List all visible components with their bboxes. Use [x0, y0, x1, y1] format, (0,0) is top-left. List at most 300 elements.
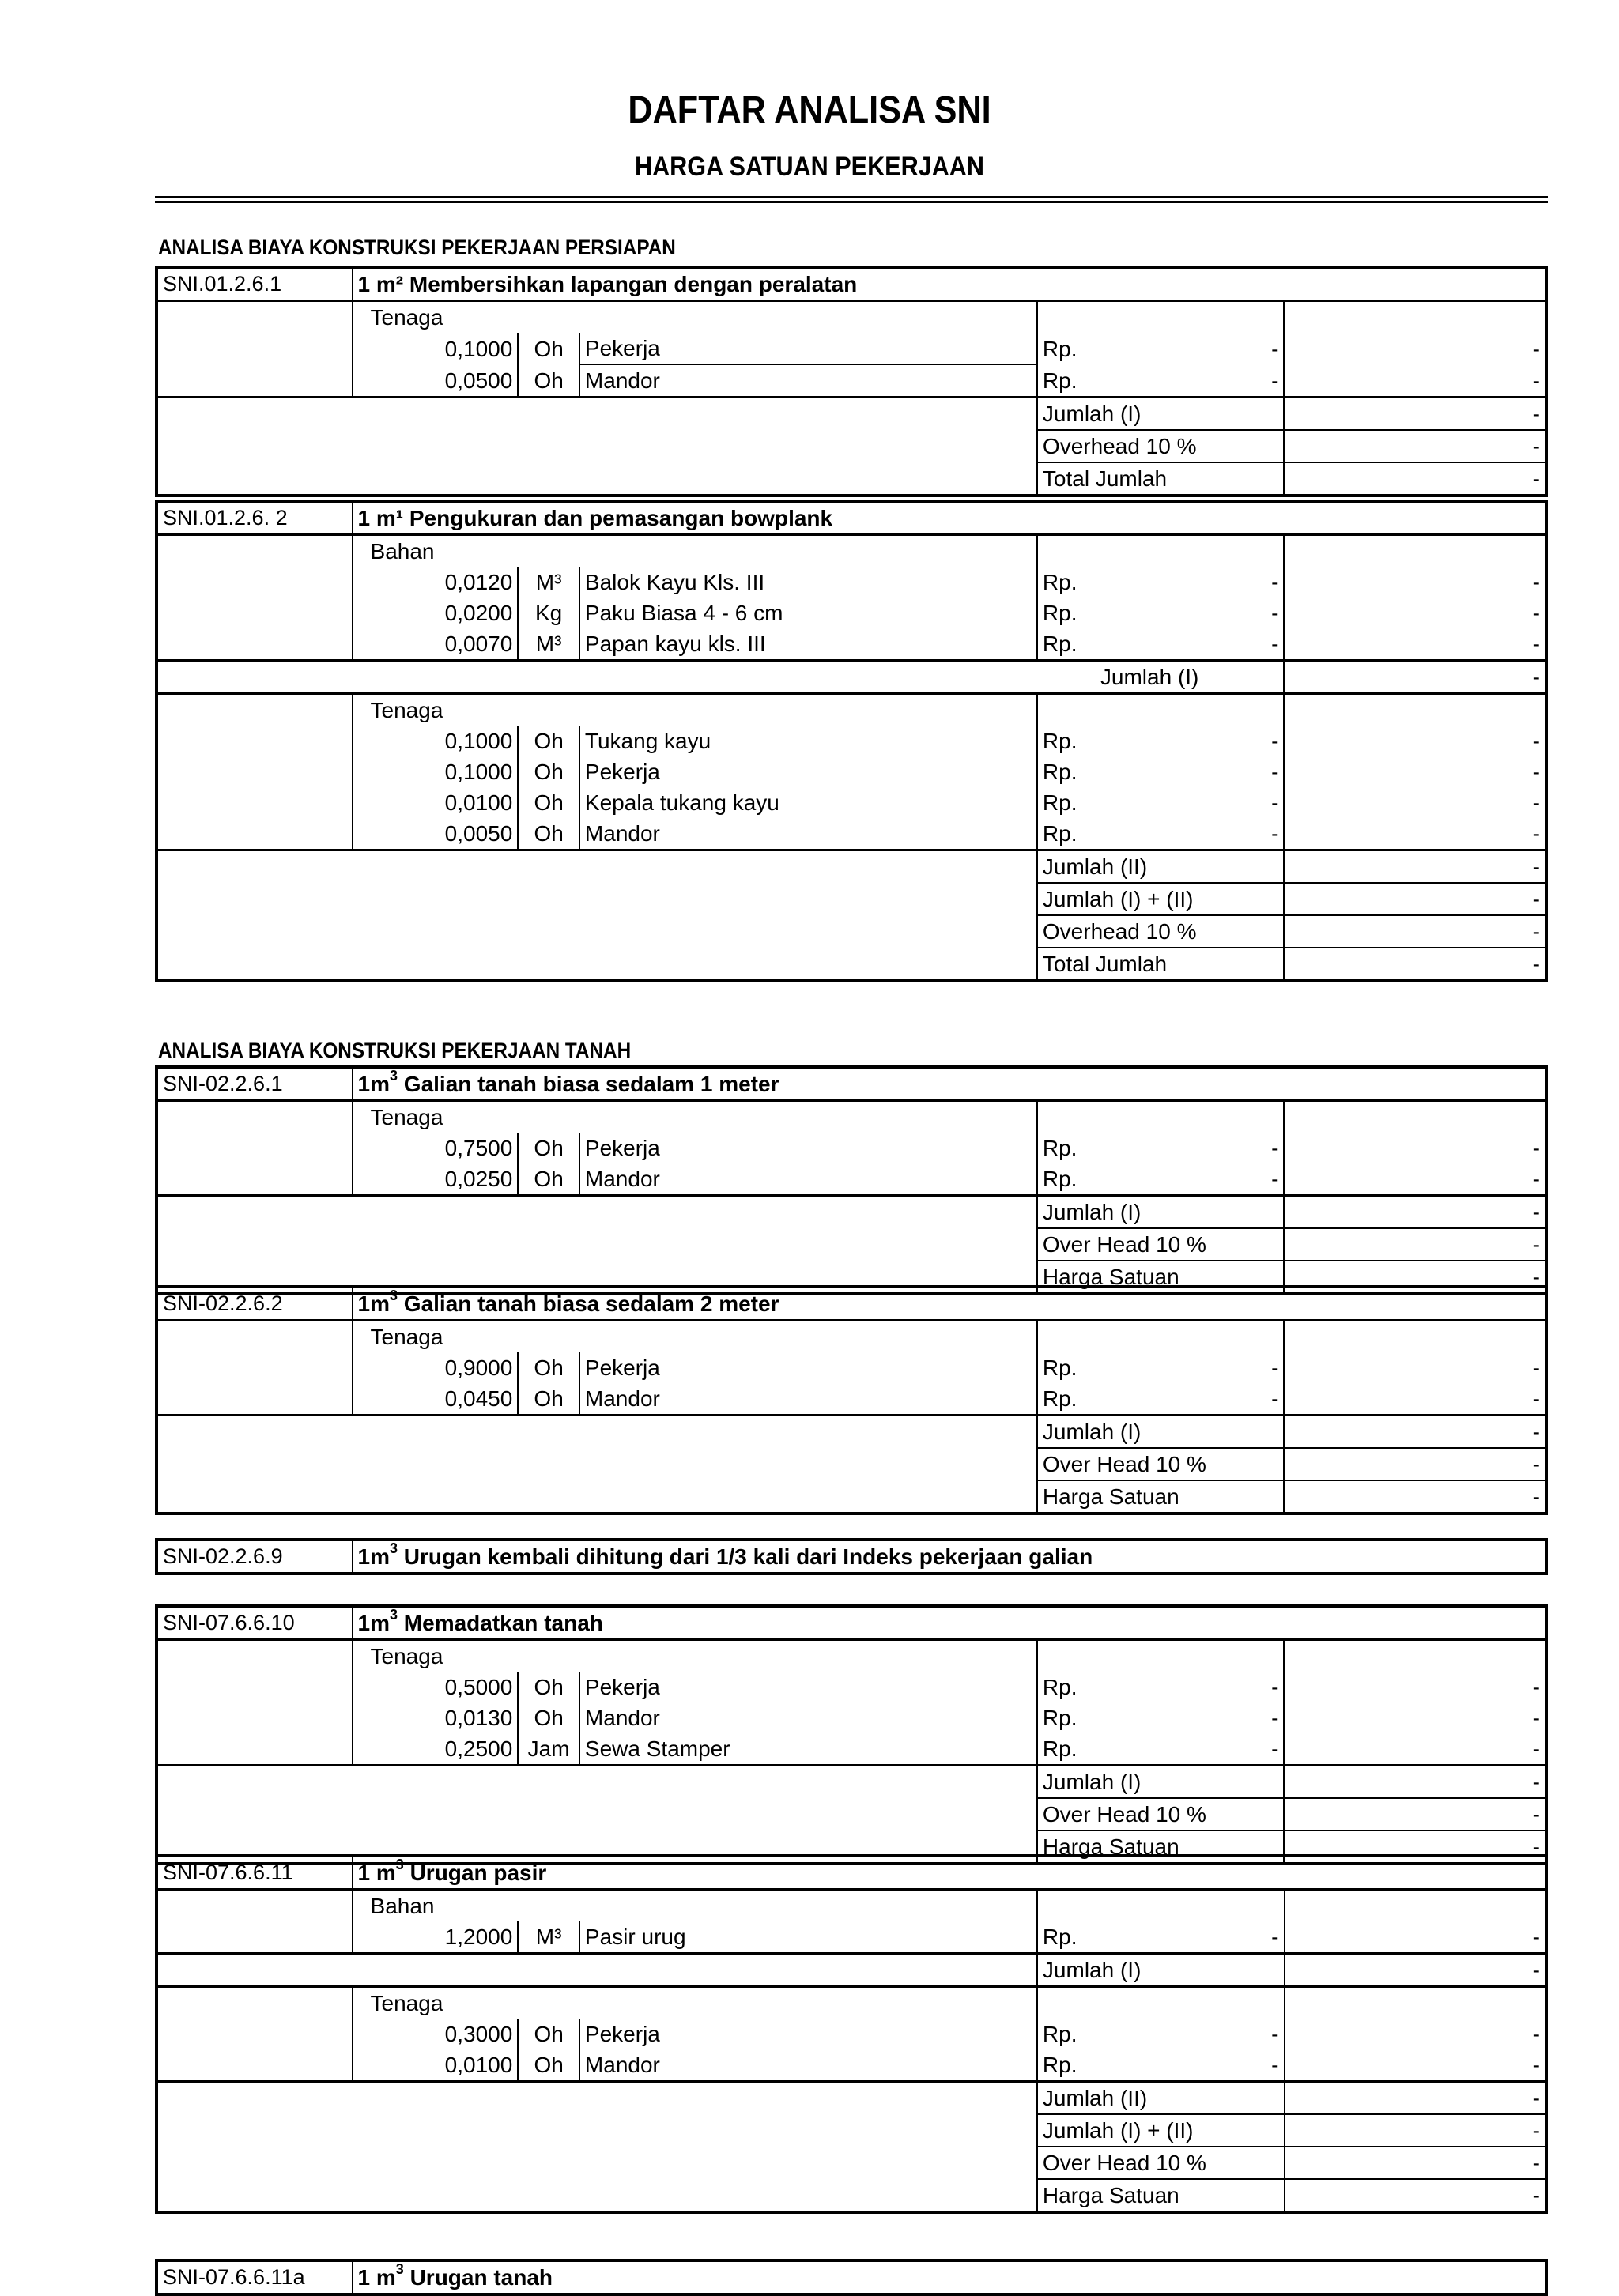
unit: M³	[518, 567, 579, 598]
currency-label: Rp.	[1042, 601, 1077, 625]
spacer-cell	[1037, 1640, 1285, 1672]
price-cell	[1037, 598, 1285, 628]
spacer-cell	[157, 1733, 353, 1766]
analysis-block	[155, 1538, 1548, 1575]
currency-label: Rp.	[1042, 760, 1077, 784]
category-label: Tenaga	[353, 301, 579, 334]
spacer-cell	[157, 301, 353, 334]
unit: Oh	[518, 1163, 579, 1196]
item-name-prefix: 1m	[357, 1611, 390, 1635]
unit-price: -	[1271, 336, 1279, 361]
analysis-block	[155, 266, 1548, 497]
coefficient: 0,0250	[353, 1163, 519, 1196]
line-total: -	[1284, 1163, 1546, 1196]
item-name-text: 1 m² Membersihkan lapangan dengan peralatan	[357, 272, 858, 296]
line-total: -	[1284, 1672, 1546, 1702]
total-label: Total Jumlah	[1037, 462, 1285, 496]
analysis-block	[155, 1285, 1548, 1515]
unit-price: -	[1271, 601, 1279, 625]
spacer-cell	[157, 1133, 353, 1163]
spacer-cell	[579, 535, 1037, 567]
spacer-cell	[1284, 694, 1546, 726]
unit-price: -	[1271, 1386, 1279, 1411]
spacer-cell	[1284, 535, 1546, 567]
item-name-prefix: 1m	[357, 1072, 390, 1096]
total-label: Over Head 10 %	[1037, 1228, 1285, 1261]
category-label: Tenaga	[353, 1321, 579, 1353]
coefficient: 0,0450	[353, 1383, 519, 1416]
item-name-text: Galian tanah biasa sedalam 2 meter	[398, 1291, 779, 1316]
analysis-block	[155, 1604, 1548, 1865]
unit-price: -	[1271, 1675, 1279, 1699]
total-label: Harga Satuan	[1037, 2179, 1285, 2212]
spacer-cell	[157, 1954, 1037, 1987]
price-cell	[1037, 1352, 1285, 1383]
line-total: -	[1284, 1383, 1546, 1416]
item-code: SNI-02.2.6.9	[163, 1544, 283, 1568]
price-cell	[1037, 2019, 1285, 2049]
spacer-cell	[1284, 1321, 1546, 1353]
category-label: Tenaga	[353, 1640, 579, 1672]
item-code: SNI-07.6.6.10	[163, 1611, 295, 1634]
unit-price: -	[1271, 1355, 1279, 1380]
unit: M³	[518, 628, 579, 661]
coefficient: 0,0130	[353, 1702, 519, 1733]
price-cell	[1037, 2049, 1285, 2082]
total-value: -	[1284, 1766, 1546, 1799]
price-cell	[1037, 1921, 1285, 1954]
total-value: -	[1284, 948, 1546, 981]
total-label: Jumlah (I)	[1037, 661, 1285, 694]
spacer-cell	[157, 2019, 353, 2049]
spacer-cell	[157, 756, 353, 787]
title-rule-bottom	[155, 201, 1548, 203]
total-label: Jumlah (II)	[1037, 850, 1285, 884]
line-total: -	[1284, 567, 1546, 598]
item-name	[353, 1856, 1546, 1890]
coefficient: 0,0050	[353, 818, 519, 850]
spacer-cell	[157, 661, 1037, 694]
unit: Oh	[518, 756, 579, 787]
total-label: Jumlah (I) + (II)	[1037, 883, 1285, 915]
spacer-cell	[579, 694, 1037, 726]
currency-label: Rp.	[1042, 1355, 1077, 1380]
spacer-cell	[157, 1672, 353, 1702]
item-description: Pasir urug	[579, 1921, 1037, 1954]
spacer-cell	[1284, 1640, 1546, 1672]
analysis-block	[155, 1065, 1548, 1295]
item-name-text: Urugan tanah	[403, 2265, 553, 2290]
spacer-cell	[157, 694, 353, 726]
item-code: SNI.01.2.6.1	[163, 272, 282, 296]
line-total: -	[1285, 2019, 1547, 2049]
spacer-cell	[1037, 694, 1285, 726]
unit: Oh	[518, 1133, 579, 1163]
item-description: Pekerja	[579, 1352, 1037, 1383]
spacer-cell	[157, 1163, 353, 1196]
spacer-cell	[157, 1890, 353, 1922]
spacer-cell	[157, 598, 353, 628]
total-label: Harga Satuan	[1037, 1830, 1285, 1864]
line-total: -	[1285, 2049, 1547, 2082]
spacer-cell	[157, 948, 1037, 981]
unit: Oh	[518, 1383, 579, 1416]
item-name-superscript: 3	[395, 1857, 404, 1872]
item-name	[353, 1606, 1546, 1640]
line-total: -	[1284, 787, 1546, 818]
currency-label: Rp.	[1042, 1706, 1077, 1730]
coefficient: 0,9000	[353, 1352, 519, 1383]
item-code: SNI-07.6.6.11a	[163, 2265, 305, 2289]
currency-label: Rp.	[1042, 790, 1077, 815]
unit-price: -	[1271, 368, 1279, 393]
item-name	[353, 501, 1546, 535]
item-name-text: Galian tanah biasa sedalam 1 meter	[398, 1072, 779, 1096]
item-code: SNI-07.6.6.11	[163, 1861, 293, 1884]
item-name	[353, 1287, 1546, 1321]
item-description: Pekerja	[579, 1133, 1037, 1163]
item-description: Papan kayu kls. III	[579, 628, 1037, 661]
total-value: -	[1284, 1196, 1546, 1229]
spacer-cell	[157, 1702, 353, 1733]
item-description: Mandor	[579, 1702, 1037, 1733]
price-cell	[1037, 1672, 1285, 1702]
analysis-block	[155, 500, 1548, 982]
total-label: Jumlah (I)	[1037, 1416, 1285, 1449]
item-name-superscript: 3	[390, 1287, 398, 1303]
spacer-cell	[157, 787, 353, 818]
spacer-cell	[579, 301, 1037, 334]
line-total: -	[1284, 1133, 1546, 1163]
coefficient: 0,0100	[353, 787, 519, 818]
currency-label: Rp.	[1042, 2053, 1077, 2077]
item-name-text: 1 m¹ Pengukuran dan pemasangan bowplank	[357, 506, 833, 530]
spacer-cell	[1285, 1987, 1547, 2019]
unit-price: -	[1271, 760, 1279, 784]
spacer-cell	[157, 333, 353, 364]
item-description: Kepala tukang kayu	[579, 787, 1037, 818]
price-cell	[1037, 1163, 1285, 1196]
coefficient: 1,2000	[353, 1921, 519, 1954]
total-value: -	[1285, 1954, 1547, 1987]
spacer-cell	[157, 2179, 1037, 2212]
line-total: -	[1284, 756, 1546, 787]
total-label: Total Jumlah	[1037, 948, 1285, 981]
unit: Oh	[518, 726, 579, 756]
total-label: Harga Satuan	[1037, 1480, 1285, 1514]
coefficient: 0,1000	[353, 756, 519, 787]
item-name-prefix: 1m	[357, 1291, 390, 1316]
unit-price: -	[1271, 570, 1279, 594]
total-label: Jumlah (I)	[1037, 1196, 1285, 1229]
coefficient: 0,7500	[353, 1133, 519, 1163]
unit-price: -	[1271, 2053, 1279, 2077]
total-value: -	[1285, 2147, 1547, 2179]
spacer-cell	[157, 430, 1037, 462]
unit: Kg	[518, 598, 579, 628]
line-total: -	[1284, 726, 1546, 756]
coefficient: 0,5000	[353, 1672, 519, 1702]
currency-label: Rp.	[1042, 368, 1077, 393]
item-name-superscript: 3	[395, 2261, 404, 2277]
currency-label: Rp.	[1042, 1675, 1077, 1699]
unit: Jam	[518, 1733, 579, 1766]
analysis-block	[155, 1854, 1548, 2214]
item-description: Pekerja	[579, 756, 1037, 787]
spacer-cell	[1037, 1890, 1285, 1922]
spacer-cell	[157, 726, 353, 756]
spacer-cell	[1037, 1321, 1285, 1353]
total-label: Over Head 10 %	[1037, 1448, 1285, 1480]
coefficient: 0,0500	[353, 364, 519, 398]
item-name	[353, 267, 1546, 301]
currency-label: Rp.	[1042, 570, 1077, 594]
total-label: Over Head 10 %	[1037, 1798, 1285, 1830]
item-name-text: Urugan kembali dihitung dari 1/3 kali dari Indeks pekerjaan galian	[398, 1544, 1093, 1569]
spacer-cell	[157, 398, 1037, 431]
total-label: Harga Satuan	[1037, 1261, 1285, 1294]
spacer-cell	[157, 818, 353, 850]
price-cell	[1037, 1702, 1285, 1733]
spacer-cell	[1285, 1890, 1547, 1922]
item-description: Mandor	[579, 1163, 1037, 1196]
spacer-cell	[579, 1321, 1037, 1353]
unit-price: -	[1271, 821, 1279, 846]
coefficient: 0,2500	[353, 1733, 519, 1766]
total-label: Overhead 10 %	[1037, 430, 1285, 462]
unit-price: -	[1271, 1136, 1279, 1160]
coefficient: 0,3000	[353, 2019, 519, 2049]
price-cell	[1037, 567, 1285, 598]
spacer-cell	[157, 915, 1037, 948]
spacer-cell	[157, 2049, 353, 2082]
currency-label: Rp.	[1042, 336, 1077, 361]
item-name	[353, 1540, 1546, 1574]
line-total: -	[1284, 1733, 1546, 1766]
total-value: -	[1284, 462, 1546, 496]
spacer-cell	[157, 1383, 353, 1416]
unit-price: -	[1271, 729, 1279, 753]
total-value: -	[1284, 1416, 1546, 1449]
category-label: Tenaga	[353, 694, 579, 726]
unit: Oh	[518, 2049, 579, 2082]
price-cell	[1037, 1733, 1285, 1766]
currency-label: Rp.	[1042, 821, 1077, 846]
spacer-cell	[1284, 301, 1546, 334]
currency-label: Rp.	[1042, 1736, 1077, 1761]
spacer-cell	[157, 1101, 353, 1133]
coefficient: 0,0070	[353, 628, 519, 661]
unit: M³	[518, 1921, 579, 1954]
line-total: -	[1284, 598, 1546, 628]
unit-price: -	[1271, 2022, 1279, 2046]
item-description: Tukang kayu	[579, 726, 1037, 756]
coefficient: 0,0100	[353, 2049, 519, 2082]
item-name	[353, 2260, 1546, 2294]
item-name-text: Memadatkan tanah	[398, 1611, 603, 1635]
spacer-cell	[157, 1640, 353, 1672]
total-value: -	[1284, 1480, 1546, 1514]
spacer-cell	[157, 1921, 353, 1954]
price-cell	[1037, 726, 1285, 756]
total-value: -	[1284, 915, 1546, 948]
currency-label: Rp.	[1042, 1386, 1077, 1411]
total-label: Jumlah (I)	[1037, 1954, 1285, 1987]
unit-price: -	[1271, 1167, 1279, 1191]
unit: Oh	[518, 1352, 579, 1383]
spacer-cell	[157, 1448, 1037, 1480]
spacer-cell	[157, 1766, 1037, 1799]
spacer-cell	[157, 628, 353, 661]
coefficient: 0,1000	[353, 726, 519, 756]
currency-label: Rp.	[1042, 729, 1077, 753]
spacer-cell	[157, 1480, 1037, 1514]
spacer-cell	[157, 2147, 1037, 2179]
currency-label: Rp.	[1042, 1136, 1077, 1160]
total-value: -	[1284, 1830, 1546, 1864]
item-name-superscript: 3	[390, 1540, 398, 1556]
total-label: Jumlah (I)	[1037, 398, 1285, 431]
price-cell	[1037, 333, 1285, 364]
section-heading-tanah: ANALISA BIAYA KONSTRUKSI PEKERJAAN TANAH	[158, 1039, 632, 1062]
total-value: -	[1284, 1798, 1546, 1830]
spacer-cell	[1037, 535, 1285, 567]
unit-price: -	[1271, 1736, 1279, 1761]
total-value: -	[1284, 850, 1546, 884]
total-value: -	[1284, 883, 1546, 915]
item-name-superscript: 3	[390, 1607, 398, 1623]
spacer-cell	[579, 1987, 1037, 2019]
spacer-cell	[157, 535, 353, 567]
spacer-cell	[157, 1228, 1037, 1261]
item-description: Pekerja	[579, 2019, 1037, 2049]
item-description: Mandor	[579, 364, 1037, 398]
total-value: -	[1284, 398, 1546, 431]
line-total: -	[1284, 1702, 1546, 1733]
spacer-cell	[1284, 1101, 1546, 1133]
spacer-cell	[157, 567, 353, 598]
spacer-cell	[157, 883, 1037, 915]
currency-label: Rp.	[1042, 2022, 1077, 2046]
currency-label: Rp.	[1042, 1167, 1077, 1191]
total-value: -	[1284, 1228, 1546, 1261]
line-total: -	[1284, 364, 1546, 398]
section-heading-persiapan: ANALISA BIAYA KONSTRUKSI PEKERJAAN PERSIAPAN	[158, 236, 676, 259]
unit: Oh	[518, 1672, 579, 1702]
price-cell	[1037, 756, 1285, 787]
category-label: Tenaga	[353, 1987, 579, 2019]
spacer-cell	[157, 462, 1037, 496]
coefficient: 0,0200	[353, 598, 519, 628]
line-total: -	[1284, 1352, 1546, 1383]
price-cell	[1037, 787, 1285, 818]
total-value: -	[1285, 2114, 1547, 2147]
line-total: -	[1284, 818, 1546, 850]
spacer-cell	[579, 1640, 1037, 1672]
total-label: Overhead 10 %	[1037, 915, 1285, 948]
unit-price: -	[1271, 1925, 1279, 1949]
item-description: Pekerja	[579, 1672, 1037, 1702]
item-description: Balok Kayu Kls. III	[579, 567, 1037, 598]
spacer-cell	[579, 1890, 1037, 1922]
spacer-cell	[157, 1987, 353, 2019]
price-cell	[1037, 628, 1285, 661]
total-label: Over Head 10 %	[1037, 2147, 1285, 2179]
total-value: -	[1284, 1448, 1546, 1480]
line-total: -	[1284, 333, 1546, 364]
spacer-cell	[157, 850, 1037, 884]
item-code: SNI-02.2.6.2	[163, 1291, 283, 1315]
spacer-cell	[157, 364, 353, 398]
category-label: Bahan	[353, 1890, 579, 1922]
price-cell	[1037, 818, 1285, 850]
unit: Oh	[518, 333, 579, 364]
document-title: DAFTAR ANALISA SNI	[628, 89, 991, 131]
spacer-cell	[1037, 1101, 1285, 1133]
coefficient: 0,0120	[353, 567, 519, 598]
total-label: Jumlah (II)	[1037, 2082, 1285, 2115]
unit-price: -	[1271, 631, 1279, 656]
unit: Oh	[518, 1702, 579, 1733]
currency-label: Rp.	[1042, 631, 1077, 656]
line-total: -	[1284, 628, 1546, 661]
item-name-prefix: 1 m	[357, 2265, 396, 2290]
title-rule-top	[155, 196, 1548, 198]
spacer-cell	[157, 1352, 353, 1383]
unit: Oh	[518, 818, 579, 850]
item-name-text: Urugan pasir	[403, 1861, 547, 1885]
total-value: -	[1284, 661, 1546, 694]
unit-price: -	[1271, 790, 1279, 815]
total-value: -	[1284, 430, 1546, 462]
item-name	[353, 1067, 1546, 1101]
document-subtitle: HARGA SATUAN PEKERJAAN	[634, 152, 985, 182]
spacer-cell	[157, 1196, 1037, 1229]
price-cell	[1037, 1133, 1285, 1163]
total-value: -	[1285, 2082, 1547, 2115]
category-label: Bahan	[353, 535, 579, 567]
unit: Oh	[518, 364, 579, 398]
item-name-prefix: 1m	[357, 1544, 390, 1569]
item-code: SNI-02.2.6.1	[163, 1072, 283, 1095]
spacer-cell	[157, 1416, 1037, 1449]
total-value: -	[1284, 1261, 1546, 1294]
total-value: -	[1285, 2179, 1547, 2212]
spacer-cell	[579, 1101, 1037, 1133]
item-description: Mandor	[579, 818, 1037, 850]
spacer-cell	[1037, 301, 1285, 334]
spacer-cell	[157, 2082, 1037, 2115]
item-name-superscript: 3	[390, 1068, 398, 1084]
spacer-cell	[157, 2114, 1037, 2147]
item-description: Pekerja	[579, 333, 1037, 364]
unit: Oh	[518, 787, 579, 818]
unit-price: -	[1271, 1706, 1279, 1730]
item-description: Sewa Stamper	[579, 1733, 1037, 1766]
line-total: -	[1285, 1921, 1547, 1954]
item-name-prefix: 1 m	[357, 1861, 396, 1885]
item-description: Paku Biasa 4 - 6 cm	[579, 598, 1037, 628]
total-label: Jumlah (I)	[1037, 1766, 1285, 1799]
item-description: Mandor	[579, 2049, 1037, 2082]
total-label: Jumlah (I) + (II)	[1037, 2114, 1285, 2147]
coefficient: 0,1000	[353, 333, 519, 364]
currency-label: Rp.	[1042, 1925, 1077, 1949]
item-code: SNI.01.2.6. 2	[163, 506, 288, 530]
spacer-cell	[157, 1798, 1037, 1830]
spacer-cell	[157, 1321, 353, 1353]
price-cell	[1037, 364, 1285, 398]
